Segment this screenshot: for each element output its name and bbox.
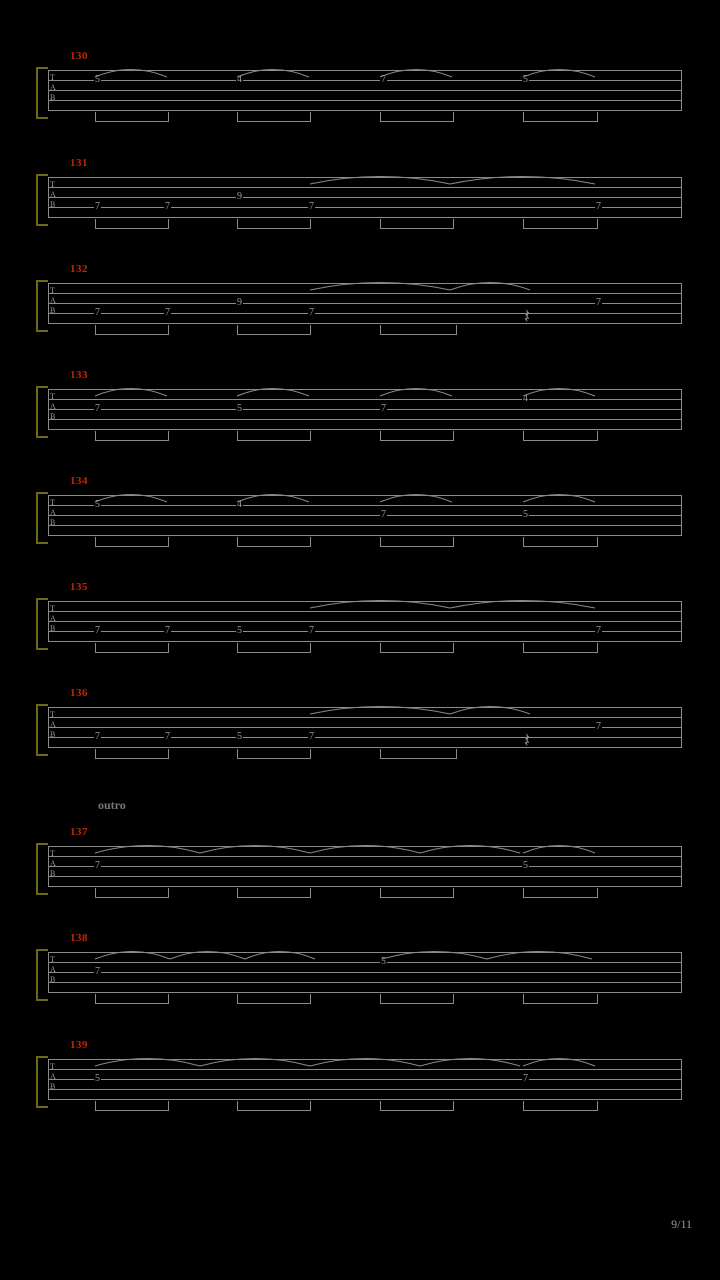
barline-left [48,389,49,430]
tab-note: 7 [165,201,170,212]
rhythm-beam [523,112,598,122]
rhythm-beam [95,994,169,1004]
rhythm-beam [95,219,169,229]
rhythm-beam [380,537,454,547]
system-bracket [36,949,48,1001]
tab-clef-letter: T [50,710,55,719]
measure-number: 139 [70,1039,88,1051]
barline-left [48,495,49,536]
slur-arc [237,486,309,504]
rhythm-beam [237,749,311,759]
staff-line [48,982,682,983]
staff-line [48,399,682,400]
measure-number: 137 [70,826,88,838]
tab-clef [50,73,56,103]
tab-note: 5 [237,403,242,414]
barline-right [681,177,682,218]
rhythm-beam [237,537,311,547]
rhythm-beam [380,219,454,229]
tab-note: 7 [95,625,100,636]
tab-note: 7 [309,307,314,318]
staff-line [48,641,682,642]
staff-line [48,876,682,877]
rest-symbol: 𝄽 [524,730,531,752]
barline-left [48,1059,49,1100]
slur-arc [95,486,167,504]
slur-arc [237,380,309,398]
tab-clef-letter: A [50,508,56,517]
rhythm-beam [523,537,598,547]
slur-arc [450,592,595,610]
staff-line [48,727,682,728]
slur-arc [200,837,310,855]
tab-note: 5 [381,956,386,967]
slur-arc [420,1050,520,1068]
tab-note: 7 [165,625,170,636]
rhythm-beam [237,643,311,653]
tab-note: 7 [309,201,314,212]
slur-arc [245,943,315,961]
tab-note: 9 [237,191,242,202]
tab-note: 7 [95,731,100,742]
slur-arc [95,943,170,961]
slur-arc [310,1050,420,1068]
rhythm-beam [380,431,454,441]
tab-note: 7 [95,201,100,212]
measure-number: 131 [70,157,88,169]
barline-right [681,495,682,536]
rhythm-beam [237,1101,311,1111]
rhythm-beam [523,643,598,653]
tab-clef-letter: T [50,955,55,964]
tab-clef-letter: B [50,1082,56,1091]
rhythm-beam [237,994,311,1004]
tab-clef-letter: B [50,869,56,878]
system-bracket [36,704,48,756]
slur-arc [95,380,167,398]
tab-clef-letter: B [50,93,56,102]
tab-note: 7 [381,74,386,85]
system-bracket [36,67,48,119]
staff-line [48,747,682,748]
tab-note: 7 [165,731,170,742]
tab-note: 5 [237,731,242,742]
slur-arc [523,837,595,855]
system-bracket [36,280,48,332]
rhythm-beam [523,888,598,898]
measure-number: 133 [70,369,88,381]
staff-line [48,110,682,111]
tab-clef [50,286,56,316]
slur-arc [380,486,452,504]
slur-arc [487,943,592,961]
barline-left [48,177,49,218]
staff-line [48,313,682,314]
staff-line [48,409,682,410]
tab-clef [50,710,56,740]
tab-clef [50,604,56,634]
barline-right [681,707,682,748]
slur-arc [523,61,595,79]
rhythm-beam [95,537,169,547]
tab-clef-letter: B [50,518,56,527]
slur-arc [237,61,309,79]
slur-arc [310,698,450,716]
tab-clef-letter: A [50,1072,56,1081]
measure-number: 136 [70,687,88,699]
barline-right [681,846,682,887]
tab-note: 4 [523,393,528,404]
staff-line [48,631,682,632]
tab-note: 7 [381,509,386,520]
rhythm-beam [523,994,598,1004]
staff-line [48,419,682,420]
system-bracket [36,598,48,650]
tab-note: 5 [95,1073,100,1084]
slur-arc [170,943,245,961]
tab-clef-letter: B [50,624,56,633]
slur-arc [420,837,520,855]
barline-left [48,846,49,887]
tab-clef-letter: B [50,200,56,209]
tab-note: 5 [523,509,528,520]
tab-clef-letter: B [50,306,56,315]
staff-line [48,737,682,738]
slur-arc [523,486,595,504]
tab-clef [50,180,56,210]
staff-line [48,303,682,304]
barline-left [48,952,49,993]
staff-line [48,90,682,91]
staff-line [48,293,682,294]
tab-note: 5 [95,499,100,510]
tab-clef-letter: T [50,73,55,82]
tab-note: 4 [237,499,242,510]
tab-clef-letter: T [50,1062,55,1071]
tab-note: 5 [523,74,528,85]
staff-line [48,80,682,81]
tab-note: 5 [95,74,100,85]
tab-clef-letter: A [50,296,56,305]
tab-clef-letter: T [50,180,55,189]
rhythm-beam [380,325,457,335]
staff-line [48,611,682,612]
section-label-outro: outro [98,798,126,812]
tab-note: 7 [596,201,601,212]
barline-right [681,70,682,111]
tab-clef-letter: A [50,859,56,868]
tab-note: 5 [523,860,528,871]
measure-number: 138 [70,932,88,944]
measure-number: 134 [70,475,88,487]
staff-line [48,217,682,218]
tab-note: 7 [95,403,100,414]
slur-arc [523,380,595,398]
tab-note: 4 [237,74,242,85]
tab-clef-letter: T [50,604,55,613]
tab-clef-letter: A [50,190,56,199]
staff-line [48,1079,682,1080]
barline-right [681,601,682,642]
slur-arc [310,592,450,610]
barline-left [48,70,49,111]
system-bracket [36,174,48,226]
barline-right [681,389,682,430]
barline-right [681,283,682,324]
staff-line [48,866,682,867]
rhythm-beam [523,219,598,229]
staff-line [48,1099,682,1100]
rhythm-beam [95,431,169,441]
tab-note: 7 [596,625,601,636]
staff-line [48,100,682,101]
staff-line [48,197,682,198]
slur-arc [200,1050,310,1068]
slur-arc [95,61,167,79]
rhythm-beam [95,112,169,122]
slur-arc [450,168,595,186]
rhythm-beam [237,325,311,335]
rhythm-beam [95,643,169,653]
slur-arc [450,274,530,292]
tab-note: 5 [237,625,242,636]
staff-line [48,972,682,973]
tab-note: 9 [237,297,242,308]
staff-line [48,1089,682,1090]
staff-line [48,962,682,963]
tab-clef [50,392,56,422]
system-bracket [36,386,48,438]
staff-line [48,886,682,887]
rhythm-beam [380,112,454,122]
slur-arc [450,698,530,716]
tab-note: 7 [381,403,386,414]
tab-note: 7 [596,297,601,308]
staff-line [48,207,682,208]
slur-arc [382,943,487,961]
tab-clef [50,498,56,528]
slur-arc [95,837,200,855]
tab-note: 7 [309,731,314,742]
slur-arc [310,168,450,186]
measure-number: 130 [70,50,88,62]
measure-number: 135 [70,581,88,593]
rhythm-beam [237,431,311,441]
staff-line [48,621,682,622]
staff-line [48,429,682,430]
tab-clef-letter: T [50,498,55,507]
system-bracket [36,843,48,895]
rhythm-beam [380,749,457,759]
rhythm-beam [95,325,169,335]
staff-line [48,515,682,516]
tab-note: 7 [95,307,100,318]
rhythm-beam [523,431,598,441]
slur-arc [523,1050,595,1068]
rhythm-beam [237,219,311,229]
rest-symbol: 𝄽 [524,306,531,328]
rhythm-beam [95,888,169,898]
slur-arc [95,1050,200,1068]
barline-left [48,283,49,324]
staff-line [48,1069,682,1070]
rhythm-beam [380,643,454,653]
tab-note: 7 [165,307,170,318]
tab-clef-letter: A [50,83,56,92]
tab-clef-letter: T [50,849,55,858]
tab-note: 7 [95,860,100,871]
tab-clef-letter: B [50,730,56,739]
rhythm-beam [95,1101,169,1111]
slur-arc [310,837,420,855]
rhythm-beam [95,749,169,759]
staff-line [48,535,682,536]
system-bracket [36,1056,48,1108]
rhythm-beam [237,888,311,898]
tab-clef-letter: A [50,614,56,623]
measure-number: 132 [70,263,88,275]
tab-note: 7 [309,625,314,636]
staff-line [48,992,682,993]
tab-clef-letter: B [50,412,56,421]
rhythm-beam [380,994,454,1004]
tab-clef [50,1062,56,1092]
rhythm-beam [523,1101,598,1111]
tab-clef [50,955,56,985]
staff-line [48,525,682,526]
rhythm-beam [380,1101,454,1111]
slur-arc [380,61,452,79]
staff-line [48,717,682,718]
barline-left [48,707,49,748]
page-number: 9/11 [671,1217,692,1231]
slur-arc [310,274,450,292]
staff-line [48,505,682,506]
tab-note: 7 [523,1073,528,1084]
tab-note: 7 [596,721,601,732]
tab-note: 7 [95,966,100,977]
system-bracket [36,492,48,544]
tab-clef [50,849,56,879]
tab-clef-letter: B [50,975,56,984]
staff-line [48,856,682,857]
tab-clef-letter: A [50,965,56,974]
barline-left [48,601,49,642]
staff-line [48,187,682,188]
barline-right [681,1059,682,1100]
barline-right [681,952,682,993]
tab-clef-letter: T [50,392,55,401]
rhythm-beam [380,888,454,898]
staff-line [48,323,682,324]
tab-clef-letter: A [50,720,56,729]
slur-arc [380,380,452,398]
tab-clef-letter: T [50,286,55,295]
rhythm-beam [237,112,311,122]
tab-clef-letter: A [50,402,56,411]
